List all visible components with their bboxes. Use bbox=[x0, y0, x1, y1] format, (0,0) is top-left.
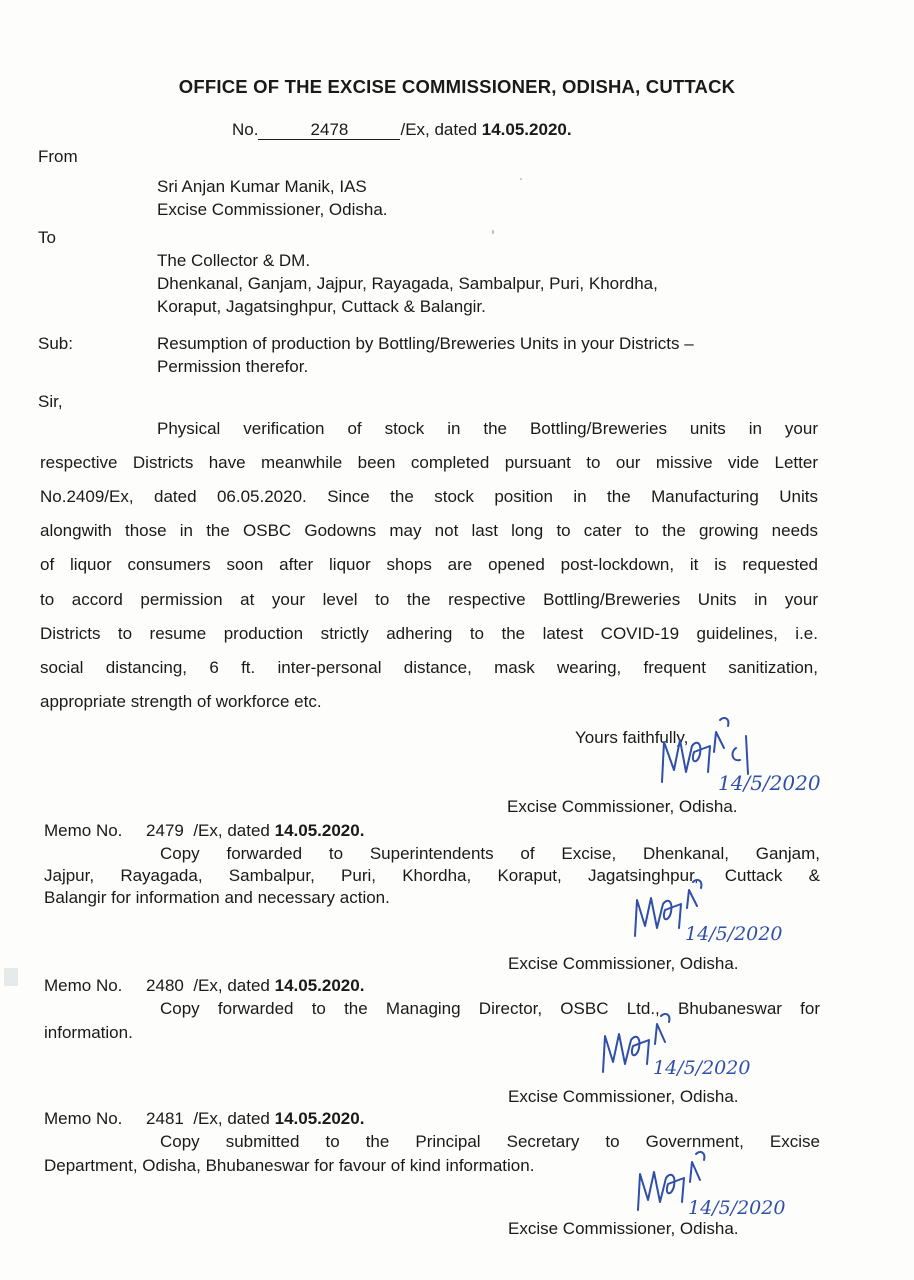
signatory: Excise Commissioner, Odisha. bbox=[507, 797, 738, 816]
body-line-8: social distancing, 6 ft. inter-personal distance, mask wearing, frequent sanitization, bbox=[40, 658, 818, 677]
memo-2-date: 14.05.2020. bbox=[274, 976, 365, 995]
body-line-1: Physical verification of stock in the Bottling/Breweries units in your bbox=[157, 419, 818, 438]
body-line-5: of liquor consumers soon after liquor shops are opened post-lockdown, it is requested bbox=[40, 555, 818, 574]
subject-line-2: Permission therefor. bbox=[157, 357, 309, 376]
memo-1-number: 2479 bbox=[146, 821, 184, 840]
closing: Yours faithfully, bbox=[575, 728, 689, 747]
memo-3-line-1: Copy submitted to the Principal Secretary to Government, Excise bbox=[160, 1132, 820, 1151]
memo-1-date: 14.05.2020. bbox=[274, 821, 365, 840]
memo-1-signatory: Excise Commissioner, Odisha. bbox=[508, 954, 739, 973]
body-line-3: No.2409/Ex, dated 06.05.2020. Since the stock position in the Manufacturing Units bbox=[40, 487, 818, 506]
memo-3-header bbox=[44, 1108, 364, 1130]
memo-3-signatory: Excise Commissioner, Odisha. bbox=[508, 1219, 739, 1238]
memo-2-line-2: information. bbox=[44, 1023, 133, 1042]
signature-3 bbox=[595, 1012, 775, 1084]
signature-1-date: 14/5/2020 bbox=[718, 771, 821, 794]
signature-2 bbox=[625, 878, 805, 948]
body-line-6: to accord permission at your level to the respective Bottling/Breweries Units in your bbox=[40, 590, 818, 609]
from-label: From bbox=[38, 147, 78, 166]
memo-2-header bbox=[44, 975, 364, 997]
from-line-2: Excise Commissioner, Odisha. bbox=[157, 200, 388, 219]
from-line-1: Sri Anjan Kumar Manik, IAS bbox=[157, 177, 367, 196]
memo-2-line-1: Copy forwarded to the Managing Director, OSBC Ltd., Bhubaneswar for bbox=[160, 999, 820, 1018]
memo-2-suffix: /Ex, dated bbox=[193, 976, 270, 995]
letterhead-title: OFFICE OF THE EXCISE COMMISSIONER, ODISHA, CUTTACK bbox=[178, 76, 736, 97]
reference-suffix: /Ex, dated bbox=[400, 120, 478, 139]
memo-1-line-3: Balangir for information and necessary action. bbox=[44, 888, 390, 907]
memo-2-label: Memo No. bbox=[44, 976, 123, 995]
memo-3-suffix: /Ex, dated bbox=[193, 1109, 270, 1128]
body-line-4: alongwith those in the OSBC Godowns may not last long to cater to the growing needs bbox=[40, 521, 818, 540]
to-line-1: The Collector & DM. bbox=[157, 251, 311, 270]
signature-4 bbox=[628, 1148, 808, 1220]
memo-1-line-1: Copy forwarded to Superintendents of Excise, Dhenkanal, Ganjam, bbox=[160, 844, 820, 863]
body-line-9: appropriate strength of workforce etc. bbox=[40, 692, 322, 711]
reference-no-prefix: No. bbox=[232, 120, 259, 139]
memo-1-header bbox=[44, 820, 364, 842]
salutation: Sir, bbox=[38, 392, 63, 411]
subject-line-1: Resumption of production by Bottling/Breweries Units in your Districts – bbox=[157, 334, 694, 353]
scan-smudge bbox=[4, 968, 18, 986]
memo-3-number: 2481 bbox=[146, 1109, 184, 1128]
body-line-2: respective Districts have meanwhile been completed pursuant to our missive vide Letter bbox=[40, 453, 818, 472]
memo-3-label: Memo No. bbox=[44, 1109, 123, 1128]
memo-1-suffix: /Ex, dated bbox=[193, 821, 270, 840]
memo-2-signatory: Excise Commissioner, Odisha. bbox=[508, 1087, 739, 1106]
memo-3-line-2: Department, Odisha, Bhubaneswar for favour of kind information. bbox=[44, 1156, 535, 1175]
subject-label: Sub: bbox=[38, 334, 73, 353]
memo-1-line-2: Jajpur, Rayagada, Sambalpur, Puri, Khordha, Koraput, Jagatsinghpur, Cuttack & bbox=[44, 866, 820, 885]
signature-4-date: 14/5/2020 bbox=[688, 1197, 786, 1219]
signature-2-date: 14/5/2020 bbox=[685, 923, 783, 945]
memo-3-date: 14.05.2020. bbox=[274, 1109, 365, 1128]
body-line-7: Districts to resume production strictly adhering to the latest COVID-19 guidelines, i.e. bbox=[40, 624, 818, 643]
memo-2-number: 2480 bbox=[146, 976, 184, 995]
to-line-3: Koraput, Jagatsinghpur, Cuttack & Balangir. bbox=[157, 297, 486, 316]
reference-date: 14.05.2020. bbox=[481, 120, 572, 139]
to-line-2: Dhenkanal, Ganjam, Jajpur, Rayagada, Sambalpur, Puri, Khordha, bbox=[157, 274, 658, 293]
reference-line bbox=[232, 119, 572, 141]
signature-3-date: 14/5/2020 bbox=[653, 1057, 751, 1079]
to-label: To bbox=[38, 228, 56, 247]
signature-1 bbox=[650, 712, 825, 794]
scan-speck bbox=[492, 230, 494, 234]
scan-speck bbox=[520, 178, 522, 180]
reference-number: 2478 bbox=[258, 120, 400, 140]
memo-1-label: Memo No. bbox=[44, 821, 123, 840]
